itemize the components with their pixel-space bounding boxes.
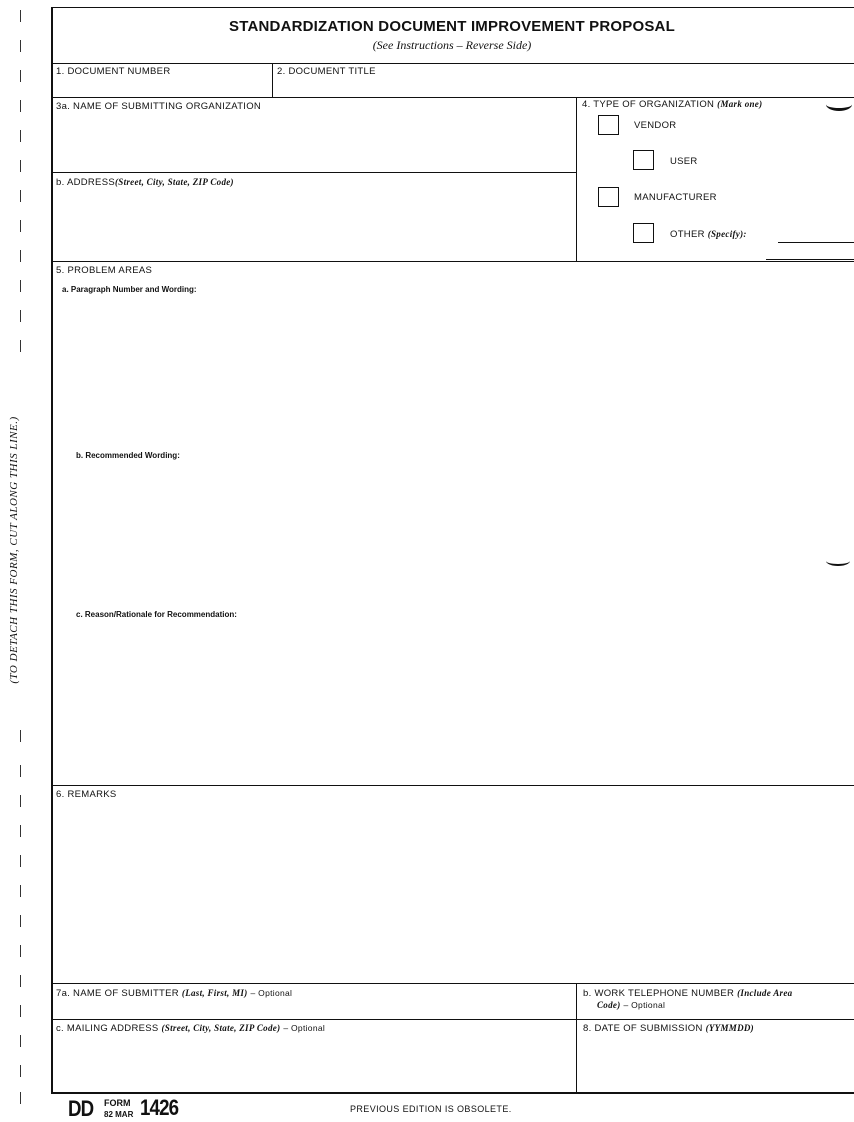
dd-logo: DD (68, 1096, 94, 1121)
mailing-address-label: c. MAILING ADDRESS (56, 1023, 159, 1034)
side-detach-note: (TO DETACH THIS FORM, CUT ALONG THIS LINE.) (8, 416, 20, 684)
document-number-field[interactable]: 1. DOCUMENT NUMBER (56, 66, 171, 77)
submitter-name-label: 7a. NAME OF SUBMITTER (56, 988, 179, 999)
vendor-label: VENDOR (634, 120, 677, 131)
frame-left (51, 8, 53, 1093)
mailing-address-optional: – Optional (283, 1023, 326, 1033)
submitting-org-field[interactable]: 3a. NAME OF SUBMITTING ORGANIZATION (56, 101, 262, 112)
other-checkbox[interactable] (633, 223, 654, 243)
address-field[interactable] (56, 177, 234, 188)
other-specify-line[interactable] (778, 242, 854, 243)
submission-date-label: 8. DATE OF SUBMISSION (583, 1023, 703, 1034)
form-title: STANDARDIZATION DOCUMENT IMPROVEMENT PROPOSAL (229, 18, 675, 35)
org-type-heading (582, 99, 762, 110)
recommended-wording-field[interactable]: b. Recommended Wording: (76, 451, 180, 460)
paragraph-wording-field[interactable]: a. Paragraph Number and Wording: (62, 285, 197, 294)
other-label (670, 229, 747, 240)
form-date: 82 MAR (104, 1110, 134, 1119)
manufacturer-checkbox[interactable] (598, 187, 619, 207)
work-phone-label: b. WORK TELEPHONE NUMBER (583, 988, 735, 999)
vendor-checkbox[interactable] (598, 115, 619, 135)
work-phone-hint: (Include Area (737, 988, 793, 998)
org-type-hint: (Mark one) (717, 99, 763, 109)
mailing-address-field[interactable] (56, 1023, 325, 1034)
user-checkbox[interactable] (633, 150, 654, 170)
submission-date-field[interactable] (583, 1023, 754, 1034)
problem-areas-heading: 5. PROBLEM AREAS (56, 265, 153, 276)
submitter-name-hint: (Last, First, MI) (181, 988, 248, 998)
page-mark (826, 556, 850, 566)
form-word: FORM (104, 1098, 131, 1108)
work-phone-code: Code) (597, 1000, 621, 1010)
obsolete-notice: PREVIOUS EDITION IS OBSOLETE. (350, 1104, 512, 1114)
user-label: USER (670, 156, 698, 167)
manufacturer-label: MANUFACTURER (634, 192, 717, 203)
form-subtitle: (See Instructions – Reverse Side) (372, 38, 532, 52)
rationale-field[interactable]: c. Reason/Rationale for Recommendation: (76, 610, 237, 619)
frame-bottom (51, 1092, 854, 1094)
blot-mark (826, 98, 852, 111)
document-title-field[interactable]: 2. DOCUMENT TITLE (277, 66, 376, 77)
work-phone-optional: – Optional (623, 1000, 666, 1010)
form-number: 1426 (140, 1095, 179, 1120)
work-phone-line2 (597, 1000, 665, 1011)
address-label: b. ADDRESS (56, 177, 115, 188)
frame-top (51, 7, 854, 8)
submitter-name-optional: – Optional (250, 988, 293, 998)
org-type-label: 4. TYPE OF ORGANIZATION (582, 99, 715, 110)
remarks-field[interactable]: 6. REMARKS (56, 789, 117, 800)
other-label-text: OTHER (670, 229, 705, 240)
address-hint: (Street, City, State, ZIP Code) (114, 177, 234, 187)
submitter-name-field[interactable] (56, 988, 292, 999)
submission-date-hint: (YYMMDD) (705, 1023, 754, 1033)
work-phone-field[interactable] (583, 988, 792, 999)
other-hint: (Specify): (707, 229, 747, 239)
mailing-address-hint: (Street, City, State, ZIP Code) (161, 1023, 281, 1033)
